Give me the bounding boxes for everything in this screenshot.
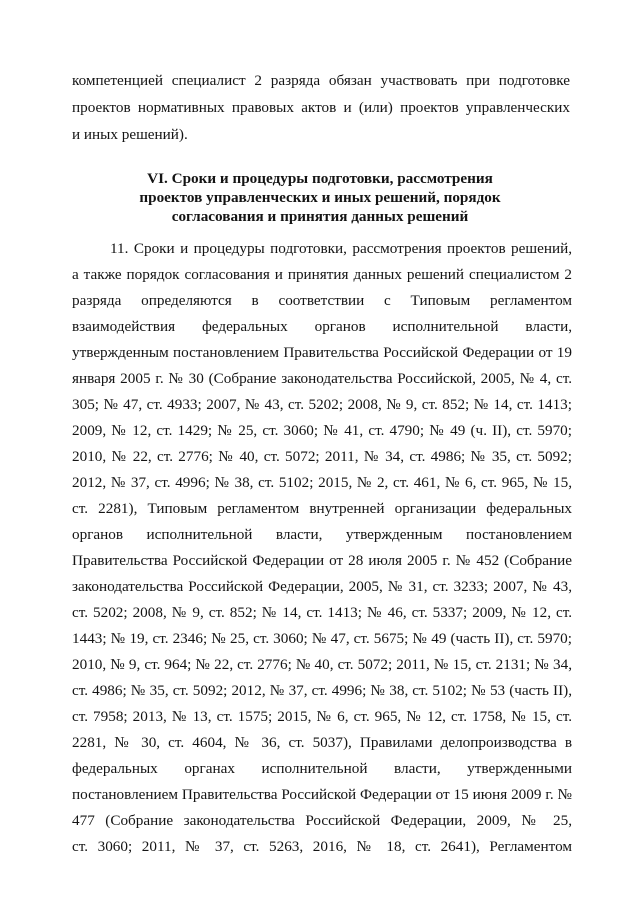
paragraph-11-line-8: 2009, № 12, ст. 1429; № 25, ст. 3060; № 41, ст. 4790; № 49 (ч. II), ст. 5970;	[72, 422, 572, 439]
paragraph-11-line-5: утвержденным постановлением Правительства Российской Федерации от 19	[72, 344, 572, 361]
paragraph-11-line-18: ст. 4986; № 35, ст. 5092; 2012, № 37, ст. 4996; № 38, ст. 5102; № 53 (часть II),	[72, 682, 572, 699]
paragraph-11-line-15: ст. 5202; 2008, № 9, ст. 852; № 14, ст. 1413; № 46, ст. 5337; 2009, № 12, ст.	[72, 604, 572, 621]
paragraph-11-line-14: законодательства Российской Федерации, 2005, № 31, ст. 3233; 2007, № 43,	[72, 578, 572, 595]
section-heading-line-1: VI. Сроки и процедуры подготовки, рассмотрения	[147, 170, 493, 187]
section-heading-line-3: согласования и принятия данных решений	[171, 208, 469, 225]
paragraph-11-line-10: 2012, № 37, ст. 4996; № 38, ст. 5102; 2015, № 2, ст. 461, № 6, ст. 965, № 15,	[72, 474, 572, 491]
paragraph-11-line-11: ст. 2281), Типовым регламентом внутренней организации федеральных	[72, 500, 572, 517]
paragraph-11-line-20: 2281, № 30, ст. 4604, № 36, ст. 5037), Правилами делопроизводства в	[72, 734, 572, 751]
paragraph-11-line-9: 2010, № 22, ст. 2776; № 40, ст. 5072; 2011, № 34, ст. 4986; № 35, ст. 5092;	[72, 448, 572, 465]
paragraph-11-line-16: 1443; № 19, ст. 2346; № 25, ст. 3060; № 47, ст. 5675; № 49 (часть II), ст. 5970;	[72, 630, 572, 647]
paragraph-11-line-19: ст. 7958; 2013, № 13, ст. 1575; 2015, № 6, ст. 965, № 12, ст. 1758, № 15, ст.	[72, 708, 572, 725]
paragraph-11-line-22: постановлением Правительства Российской Федерации от 15 июня 2009 г. №	[72, 786, 572, 803]
paragraph-11-line-1: 11. Сроки и процедуры подготовки, рассмотрения проектов решений,	[110, 240, 572, 257]
paragraph-11-line-17: 2010, № 9, ст. 964; № 22, ст. 2776; № 40, ст. 5072; 2011, № 15, ст. 2131; № 34,	[72, 656, 572, 673]
paragraph-11-line-21: федеральных органах исполнительной власти, утвержденными	[72, 760, 572, 777]
paragraph-11-line-4: взаимодействия федеральных органов исполнительной власти,	[72, 318, 572, 335]
intro-line-3: и иных решений).	[72, 126, 188, 143]
paragraph-11-line-24: ст. 3060; 2011, № 37, ст. 5263, 2016, № 18, ст. 2641), Регламентом	[72, 838, 572, 855]
paragraph-11-line-6: января 2005 г. № 30 (Собрание законодательства Российской, 2005, № 4, ст.	[72, 370, 572, 387]
intro-line-1: компетенцией специалист 2 разряда обязан участвовать при подготовке	[72, 72, 570, 89]
paragraph-11-line-3: разряда определяются в соответствии с Типовым регламентом	[72, 292, 572, 309]
paragraph-11-line-13: Правительства Российской Федерации от 28 июля 2005 г. № 452 (Собрание	[72, 552, 572, 569]
intro-line-2: проектов нормативных правовых актов и (или) проектов управленческих	[72, 99, 570, 116]
section-heading-line-2: проектов управленческих и иных решений, порядок	[139, 189, 501, 206]
paragraph-11-line-12: органов исполнительной власти, утвержденным постановлением	[72, 526, 572, 543]
paragraph-11-line-23: 477 (Собрание законодательства Российской Федерации, 2009, № 25,	[72, 812, 572, 829]
paragraph-11-line-2: а также порядок согласования и принятия данных решений специалистом 2	[72, 266, 572, 283]
paragraph-11-line-7: 305; № 47, ст. 4933; 2007, № 43, ст. 5202; 2008, № 9, ст. 852; № 14, ст. 1413;	[72, 396, 572, 413]
